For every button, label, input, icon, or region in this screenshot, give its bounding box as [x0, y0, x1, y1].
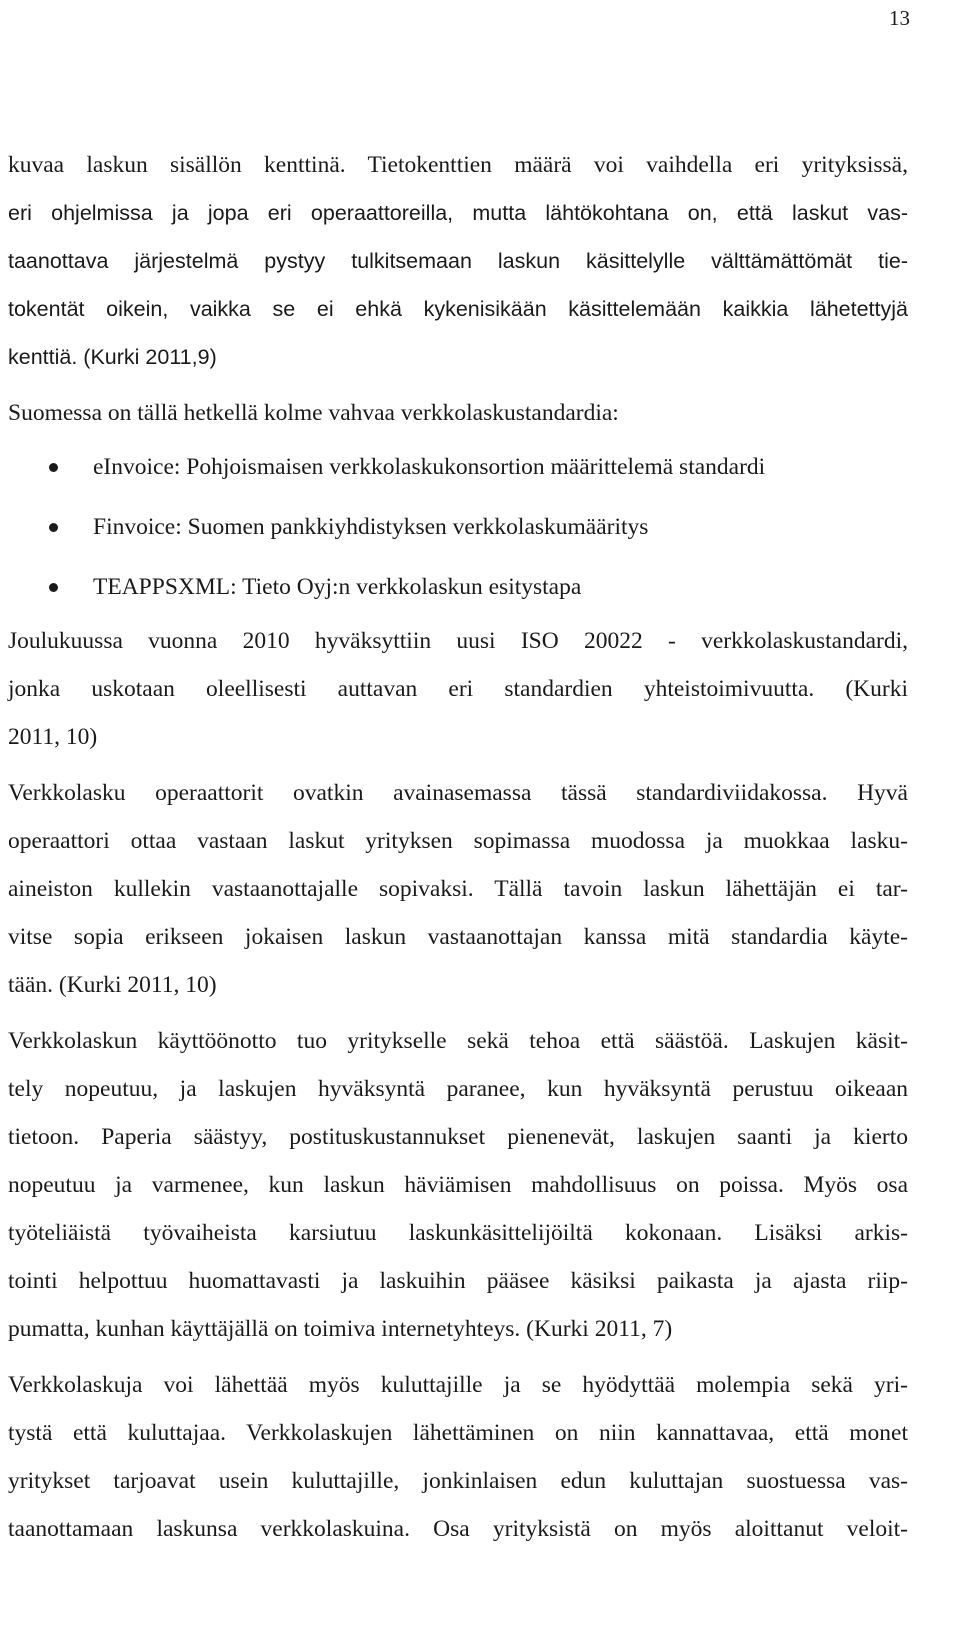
paragraph-4 [8, 1017, 908, 1353]
list-item-text: TEAPPSXML: Tieto Oyj:n verkkolaskun esitystapa [93, 574, 582, 600]
list-item [8, 557, 908, 617]
text-line: tointi helpottuu huomattavasti ja laskuihin pääsee käsiksi paikasta ja ajasta riip- [8, 1268, 908, 1294]
paragraph-5 [8, 1361, 908, 1553]
text-line: tokentät oikein, vaikka se ei ehkä kykenisikään käsittelemään kaikkia lähetettyjä [8, 297, 908, 321]
text-line: tely nopeutuu, ja laskujen hyväksyntä paranee, kun hyväksyntä perustuu oikeaan [8, 1076, 908, 1102]
text-line: Verkkolaskuja voi lähettää myös kuluttajille ja se hyödyttää molempia sekä yri- [8, 1372, 908, 1398]
text-line: kenttiä. (Kurki 2011,9) [8, 345, 217, 369]
bullet-icon [49, 583, 58, 592]
text-line: pumatta, kunhan käyttäjällä on toimiva internetyhteys. (Kurki 2011, 7) [8, 1316, 673, 1342]
paragraph-1 [8, 141, 908, 381]
text-line: tietoon. Paperia säästyy, postituskustannukset pienenevät, laskujen saanti ja kierto [8, 1124, 908, 1150]
text-line: taanottamaan laskunsa verkkolaskuina. Osa yrityksistä on myös aloittanut veloit- [8, 1516, 908, 1542]
list-item [8, 497, 908, 557]
bullet-icon [49, 463, 58, 472]
text-line: eri ohjelmissa ja jopa eri operaattoreilla, mutta lähtökohtana on, että laskut vas- [8, 201, 908, 225]
text-line: tystä että kuluttajaa. Verkkolaskujen lähettäminen on niin kannattavaa, että monet [8, 1420, 908, 1446]
list-item-text: eInvoice: Pohjoismaisen verkkolaskukonsortion määrittelemä standardi [93, 454, 766, 480]
paragraph-3 [8, 769, 908, 1009]
text-line: taanottava järjestelmä pystyy tulkitsemaan laskun käsittelylle välttämättömät tie- [8, 249, 908, 273]
page-number: 13 [889, 6, 910, 30]
text-line: Joulukuussa vuonna 2010 hyväksyttiin uusi ISO 20022 - verkkolaskustandardi, [8, 628, 908, 654]
list-item-text: Finvoice: Suomen pankkiyhdistyksen verkkolaskumääritys [93, 514, 649, 540]
text-line: jonka uskotaan oleellisesti auttavan eri standardien yhteistoimivuutta. (Kurki [8, 676, 908, 702]
text-line: operaattori ottaa vastaan laskut yrityksen sopimassa muodossa ja muokkaa lasku- [8, 828, 908, 854]
text-line: yritykset tarjoavat usein kuluttajille, jonkinlaisen edun kuluttajan suostuessa vas- [8, 1468, 908, 1494]
text-line: aineiston kullekin vastaanottajalle sopivaksi. Tällä tavoin laskun lähettäjän ei tar- [8, 876, 908, 902]
text-line: Verkkolasku operaattorit ovatkin avainasemassa tässä standardiviidakossa. Hyvä [8, 780, 908, 806]
paragraph-2 [8, 617, 908, 761]
text-line: kuvaa laskun sisällön kenttinä. Tietokenttien määrä voi vaihdella eri yrityksissä, [8, 152, 908, 178]
bullet-icon [49, 523, 58, 532]
text-line: tään. (Kurki 2011, 10) [8, 972, 217, 998]
text-line: Verkkolaskun käyttöönotto tuo yritykselle sekä tehoa että säästöä. Laskujen käsit- [8, 1028, 908, 1054]
text-line: vitse sopia erikseen jokaisen laskun vastaanottajan kanssa mitä standardia käyte- [8, 924, 908, 950]
text-line: nopeutuu ja varmenee, kun laskun häviämisen mahdollisuus on poissa. Myös osa [8, 1172, 908, 1198]
text-line: 2011, 10) [8, 724, 98, 750]
standards-list [8, 437, 908, 617]
document-body [8, 141, 908, 1553]
text-line: työteliäistä työvaiheista karsiutuu laskunkäsittelijöiltä kokonaan. Lisäksi arkis- [8, 1220, 908, 1246]
list-intro: Suomessa on tällä hetkellä kolme vahvaa verkkolaskustandardia: [8, 400, 619, 426]
list-item [8, 437, 908, 497]
